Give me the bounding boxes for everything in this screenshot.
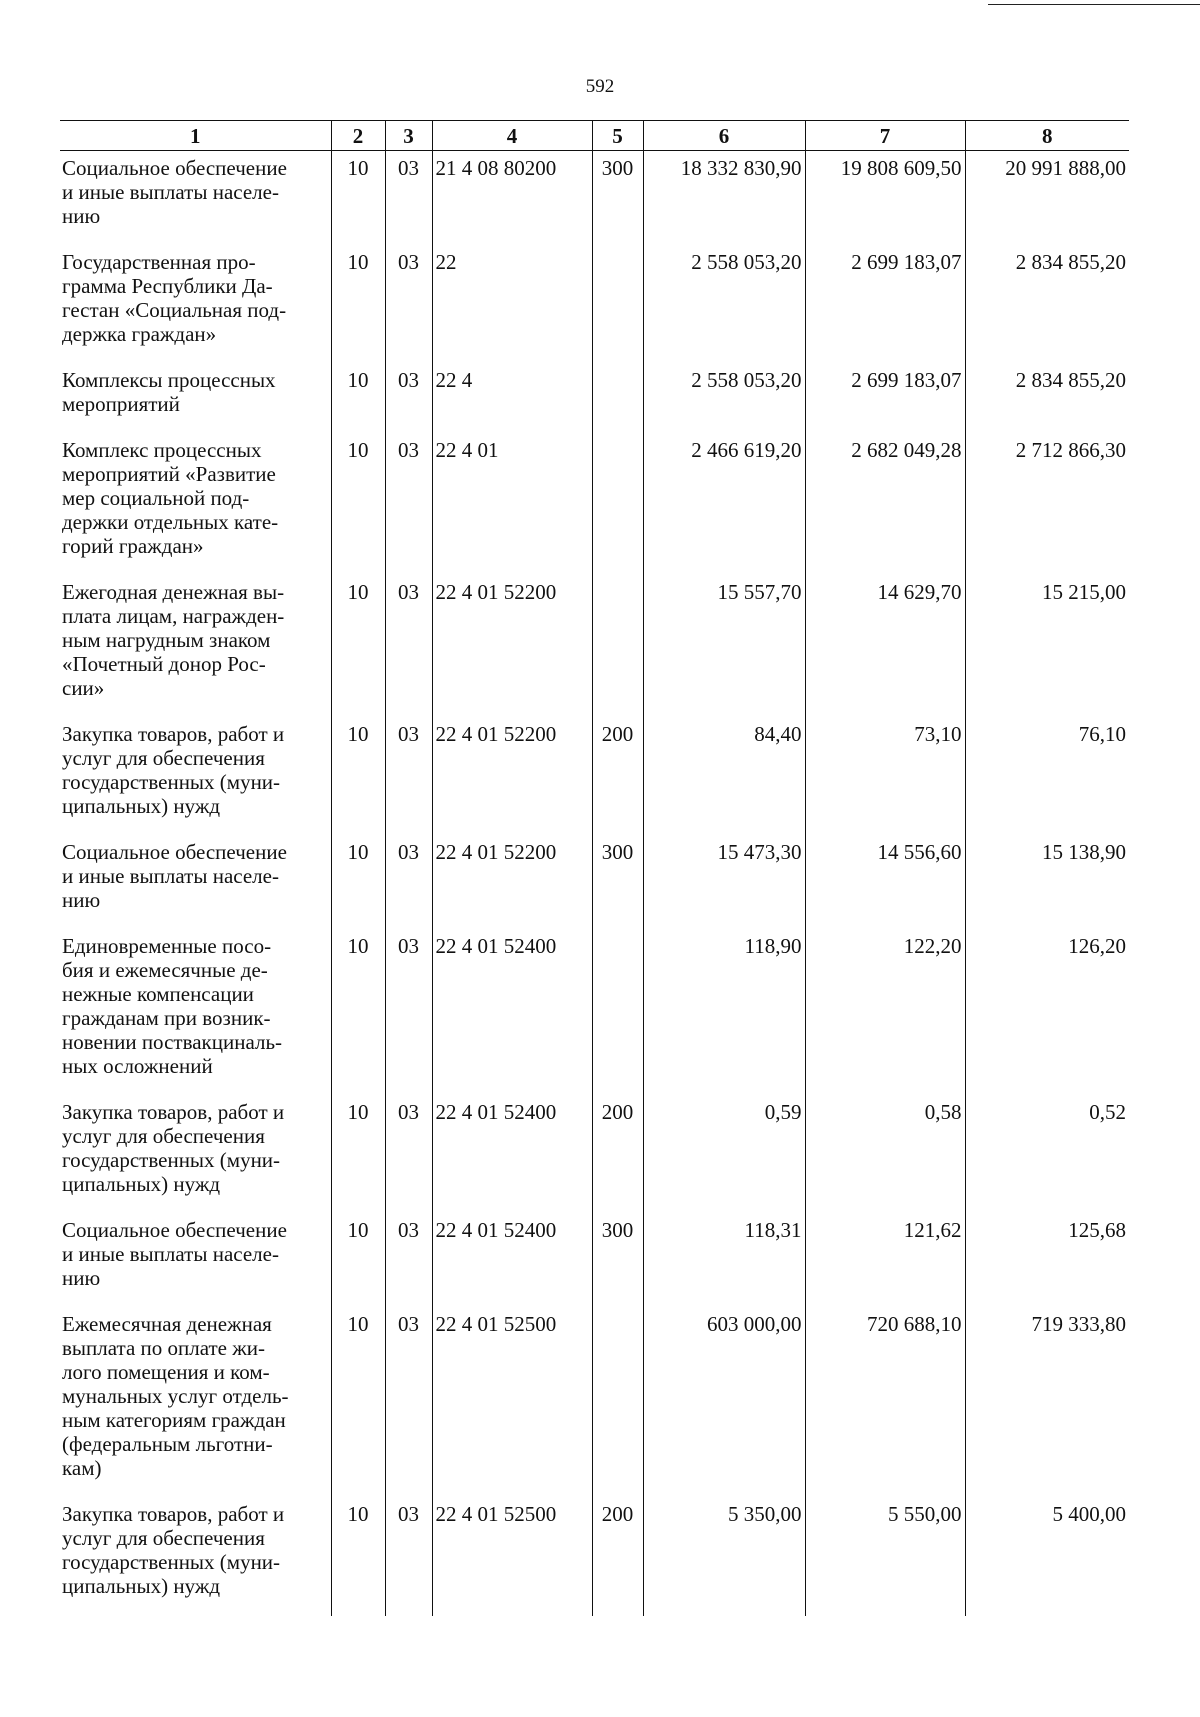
table-row (60, 717, 1129, 835)
cell-section: 10 (331, 433, 385, 575)
cell-target-article: 22 4 01 52400 (432, 929, 592, 1095)
table-body (60, 151, 1129, 1617)
cell-amount-col8: 15 215,00 (965, 575, 1129, 717)
cell-name: Комплекс процессных мероприятий «Развитие мер социальной под- держки отдельных кате- горий граждан» (60, 433, 331, 575)
cell-target-article: 22 4 01 52500 (432, 1307, 592, 1497)
cell-amount-col8: 5 400,00 (965, 1497, 1129, 1616)
table-row (60, 1213, 1129, 1307)
cell-amount-col8: 2 834 855,20 (965, 363, 1129, 433)
cell-subsection: 03 (385, 1095, 432, 1213)
cell-amount-col6: 118,31 (643, 1213, 805, 1307)
cell-expense-type: 300 (592, 835, 643, 929)
cell-amount-col7: 5 550,00 (805, 1497, 965, 1616)
cell-section: 10 (331, 245, 385, 363)
cell-expense-type: 300 (592, 151, 643, 246)
cell-amount-col6: 2 558 053,20 (643, 363, 805, 433)
cell-amount-col8: 76,10 (965, 717, 1129, 835)
cell-target-article: 21 4 08 80200 (432, 151, 592, 246)
cell-section: 10 (331, 1497, 385, 1616)
column-header: 1 (60, 121, 331, 151)
cell-name: Государственная про- грамма Республики Да- гестан «Социальная под- держка граждан» (60, 245, 331, 363)
cell-amount-col6: 84,40 (643, 717, 805, 835)
cell-amount-col8: 0,52 (965, 1095, 1129, 1213)
cell-amount-col7: 2 682 049,28 (805, 433, 965, 575)
cell-amount-col7: 2 699 183,07 (805, 245, 965, 363)
cell-subsection: 03 (385, 1497, 432, 1616)
cell-amount-col7: 122,20 (805, 929, 965, 1095)
column-header: 2 (331, 121, 385, 151)
cell-subsection: 03 (385, 363, 432, 433)
cell-amount-col8: 125,68 (965, 1213, 1129, 1307)
table-row (60, 929, 1129, 1095)
cell-subsection: 03 (385, 433, 432, 575)
cell-subsection: 03 (385, 929, 432, 1095)
cell-expense-type: 200 (592, 1095, 643, 1213)
column-header: 8 (965, 121, 1129, 151)
cell-name: Единовременные посо- бия и ежемесячные де- нежные компенсации гражданам при возник- новении поствакциналь- ных осложнений (60, 929, 331, 1095)
cell-subsection: 03 (385, 151, 432, 246)
cell-expense-type: 200 (592, 1497, 643, 1616)
top-rule (988, 4, 1200, 5)
cell-subsection: 03 (385, 717, 432, 835)
cell-target-article: 22 4 01 (432, 433, 592, 575)
cell-amount-col6: 18 332 830,90 (643, 151, 805, 246)
cell-section: 10 (331, 835, 385, 929)
cell-expense-type (592, 575, 643, 717)
cell-amount-col6: 603 000,00 (643, 1307, 805, 1497)
cell-subsection: 03 (385, 575, 432, 717)
cell-amount-col6: 2 558 053,20 (643, 245, 805, 363)
cell-section: 10 (331, 1213, 385, 1307)
cell-amount-col7: 73,10 (805, 717, 965, 835)
column-header: 6 (643, 121, 805, 151)
cell-expense-type (592, 433, 643, 575)
cell-amount-col8: 719 333,80 (965, 1307, 1129, 1497)
cell-target-article: 22 4 01 52500 (432, 1497, 592, 1616)
cell-name: Закупка товаров, работ и услуг для обеспечения государственных (муни- ципальных) нужд (60, 1095, 331, 1213)
cell-name: Закупка товаров, работ и услуг для обеспечения государственных (муни- ципальных) нужд (60, 717, 331, 835)
page-number: 592 (585, 76, 615, 97)
cell-expense-type (592, 929, 643, 1095)
cell-amount-col6: 0,59 (643, 1095, 805, 1213)
cell-amount-col8: 126,20 (965, 929, 1129, 1095)
cell-name: Ежемесячная денежная выплата по оплате жи- лого помещения и ком- мунальных услуг отдель- ным категориям граждан (федеральным льготни- кам) (60, 1307, 331, 1497)
cell-expense-type (592, 363, 643, 433)
cell-subsection: 03 (385, 1213, 432, 1307)
cell-name: Закупка товаров, работ и услуг для обеспечения государственных (муни- ципальных) нужд (60, 1497, 331, 1616)
cell-amount-col7: 121,62 (805, 1213, 965, 1307)
cell-section: 10 (331, 717, 385, 835)
table-row (60, 151, 1129, 246)
budget-table (60, 120, 1129, 1616)
cell-name: Социальное обеспечение и иные выплаты населе- нию (60, 835, 331, 929)
header-row (60, 121, 1129, 151)
cell-section: 10 (331, 151, 385, 246)
cell-amount-col8: 20 991 888,00 (965, 151, 1129, 246)
cell-expense-type: 200 (592, 717, 643, 835)
cell-amount-col7: 0,58 (805, 1095, 965, 1213)
column-header: 7 (805, 121, 965, 151)
cell-name: Ежегодная денежная вы- плата лицам, награжден- ным нагрудным знаком «Почетный донор Рос- сии» (60, 575, 331, 717)
cell-target-article: 22 (432, 245, 592, 363)
cell-amount-col7: 720 688,10 (805, 1307, 965, 1497)
cell-target-article: 22 4 01 52200 (432, 717, 592, 835)
cell-target-article: 22 4 01 52200 (432, 575, 592, 717)
cell-amount-col6: 118,90 (643, 929, 805, 1095)
cell-amount-col8: 2 834 855,20 (965, 245, 1129, 363)
cell-name: Социальное обеспечение и иные выплаты населе- нию (60, 1213, 331, 1307)
table-row (60, 1307, 1129, 1497)
cell-expense-type (592, 1307, 643, 1497)
cell-name: Социальное обеспечение и иные выплаты населе- нию (60, 151, 331, 246)
column-header: 3 (385, 121, 432, 151)
cell-section: 10 (331, 363, 385, 433)
cell-target-article: 22 4 01 52400 (432, 1095, 592, 1213)
cell-subsection: 03 (385, 835, 432, 929)
cell-amount-col7: 2 699 183,07 (805, 363, 965, 433)
table-row (60, 1497, 1129, 1616)
cell-amount-col8: 15 138,90 (965, 835, 1129, 929)
cell-section: 10 (331, 575, 385, 717)
cell-amount-col7: 14 556,60 (805, 835, 965, 929)
cell-expense-type (592, 245, 643, 363)
cell-amount-col6: 2 466 619,20 (643, 433, 805, 575)
cell-amount-col7: 14 629,70 (805, 575, 965, 717)
cell-section: 10 (331, 929, 385, 1095)
table-row (60, 433, 1129, 575)
cell-name: Комплексы процессных мероприятий (60, 363, 331, 433)
table-row (60, 363, 1129, 433)
cell-amount-col7: 19 808 609,50 (805, 151, 965, 246)
table-row (60, 1095, 1129, 1213)
cell-amount-col6: 15 473,30 (643, 835, 805, 929)
cell-expense-type: 300 (592, 1213, 643, 1307)
table-row (60, 575, 1129, 717)
column-header: 5 (592, 121, 643, 151)
cell-amount-col6: 5 350,00 (643, 1497, 805, 1616)
cell-section: 10 (331, 1307, 385, 1497)
table-row (60, 835, 1129, 929)
column-header: 4 (432, 121, 592, 151)
cell-section: 10 (331, 1095, 385, 1213)
table-row (60, 245, 1129, 363)
cell-subsection: 03 (385, 245, 432, 363)
cell-amount-col8: 2 712 866,30 (965, 433, 1129, 575)
cell-target-article: 22 4 01 52200 (432, 835, 592, 929)
cell-subsection: 03 (385, 1307, 432, 1497)
cell-target-article: 22 4 01 52400 (432, 1213, 592, 1307)
cell-amount-col6: 15 557,70 (643, 575, 805, 717)
cell-target-article: 22 4 (432, 363, 592, 433)
